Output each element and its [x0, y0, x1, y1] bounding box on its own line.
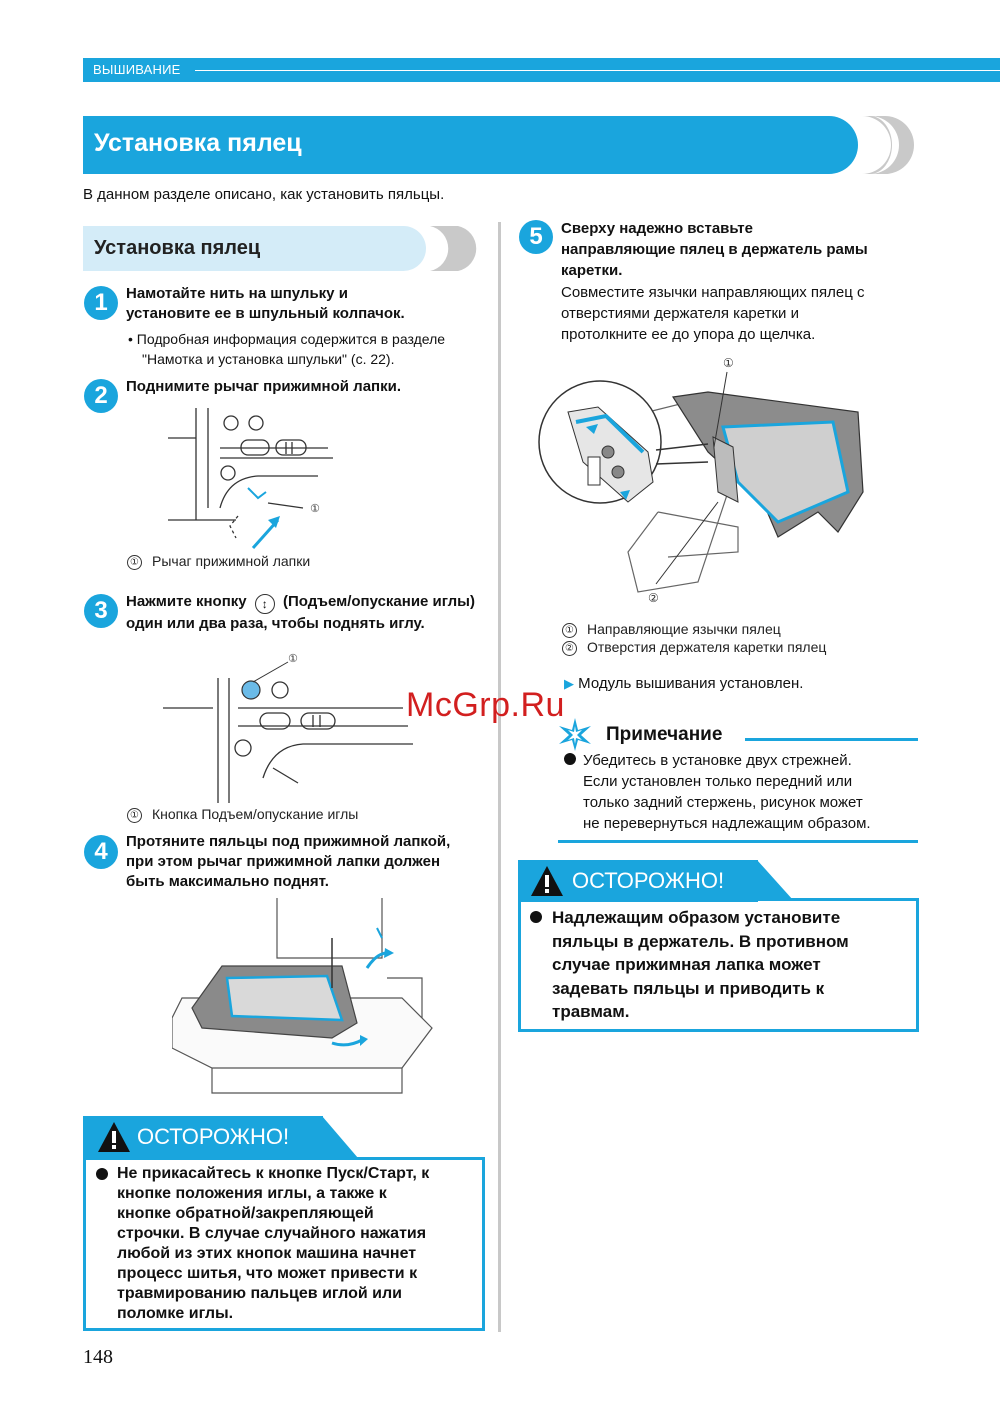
warning-left-tab-edge	[322, 1116, 358, 1158]
hoop-guide-illustration	[538, 352, 870, 608]
warning-right-header: ОСТОРОЖНО!	[518, 860, 758, 902]
figure-callout-1: ①	[288, 653, 298, 665]
warning-right-text: Надлежащим образом установите пяльцы в держатель. В противном случае прижимная лапка может задевать пяльцы и приводить к травмам.	[552, 908, 849, 1021]
step-5-result: ▶ Модуль вышивания установлен.	[564, 675, 804, 692]
needle-button-illustration	[163, 648, 413, 803]
step-2-caption: ① Рычаг прижимной лапки	[127, 553, 310, 570]
step-number-5: 5	[519, 220, 553, 254]
warning-icon	[97, 1121, 131, 1153]
header-rule	[195, 70, 1000, 71]
step-4-instruction: Протяните пяльцы под прижимной лапкой, при этом рычаг прижимной лапки должен быть максимально поднят.	[126, 833, 451, 890]
note-bottom-rule	[558, 840, 918, 843]
note-top-rule	[745, 738, 918, 741]
intro-text: В данном разделе описано, как установить пяльцы.	[83, 186, 445, 203]
note-bullet	[564, 753, 576, 765]
note-sparkle-icon	[555, 716, 595, 752]
page-number: 148	[83, 1346, 113, 1368]
warning-right-bullet	[530, 911, 542, 923]
step-3-instruction: Нажмите кнопку ↕ (Подъем/опускание иглы) один или два раза, чтобы поднять иглу.	[126, 593, 475, 632]
warning-icon	[530, 865, 564, 897]
step-number-2: 2	[84, 379, 118, 413]
step-number-4: 4	[84, 835, 118, 869]
hoop-insertion-illustration	[172, 898, 442, 1098]
step-5-captions: ① Направляющие язычки пялец ② Отверстия держателя каретки пялец	[562, 620, 826, 656]
section-header-band	[83, 58, 1000, 82]
figure-callout-2: ②	[648, 591, 659, 605]
step-1-detail: • Подробная информация содержится в разделе "Намотка и установка шпульки" (с. 22).	[128, 331, 446, 367]
warning-left-text: Не прикасайтесь к кнопке Пуск/Старт, к кнопке положения иглы, а также к кнопке обратной/закрепляющей строчки. В случае случайного нажатия любой из этих кнопок машина начнет процесс шитья, что может привести к травмированию пальцев иглой или поломке иглы.	[117, 1165, 430, 1322]
warning-left-bullet	[96, 1168, 108, 1180]
step-number-1: 1	[84, 286, 118, 320]
title-cap-decoration	[862, 116, 914, 174]
watermark: McGrp.Ru	[406, 686, 565, 724]
section-heading-band	[83, 226, 426, 271]
title-band	[83, 116, 858, 174]
section-label: ВЫШИВАНИЕ	[93, 62, 181, 77]
column-divider	[498, 222, 501, 1332]
figure-callout-1: ①	[310, 503, 320, 515]
section-cap-decoration	[430, 226, 482, 271]
step-5-detail: Совместите язычки направляющих пялец с отверстиями держателя каретки и протолкните ее до упора до щелчка.	[561, 284, 865, 343]
note-title: Примечание	[606, 724, 723, 745]
note-text: Убедитесь в установке двух стрежней. Если установлен только передний или только задний стержень, рисунок может не перевернуться надлежащим образом.	[583, 752, 871, 832]
step-3-caption: ① Кнопка Подъем/опускание иглы	[127, 806, 358, 823]
result-arrow-icon: ▶	[564, 676, 574, 691]
step-number-3: 3	[84, 594, 118, 628]
warning-right-tab-edge	[757, 860, 793, 900]
step-1-instruction: Намотайте нить на шпульку и установите ее в шпульный колпачок.	[126, 285, 405, 322]
needle-position-icon: ↕	[255, 594, 275, 614]
figure-callout-1: ①	[723, 356, 734, 370]
warning-left-header: ОСТОРОЖНО!	[83, 1116, 323, 1158]
page-title: Установка пялец	[94, 129, 302, 157]
step-5-instruction: Сверху надежно вставьте направляющие пялец в держатель рамы каретки.	[561, 220, 868, 279]
step-2-instruction: Поднимите рычаг прижимной лапки.	[126, 378, 401, 395]
section-heading: Установка пялец	[94, 237, 261, 259]
presser-foot-lever-illustration	[168, 408, 333, 550]
